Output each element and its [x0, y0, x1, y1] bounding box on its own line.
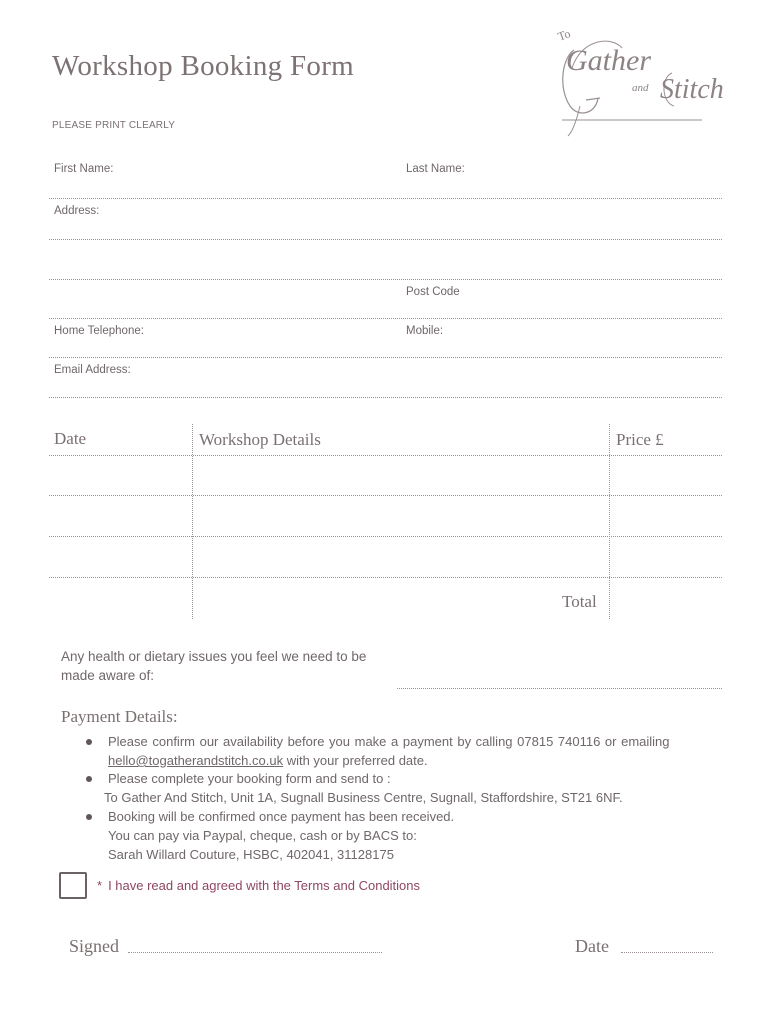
logo-stitch-text: Stitch	[660, 74, 724, 105]
payment-bullet-bank: Booking will be confirmed once payment has been received. You can pay via Paypal, cheque, cash or by BACS to: Sarah Willard Couture, HSBC, 402041, 31128175	[108, 809, 455, 862]
payment-bullet-confirm: Please confirm our availability before you make a payment by calling 07815 740116 or emailing hello@togatherandstitch.co.uk with your preferred date.	[108, 734, 670, 768]
signature-line[interactable]	[128, 952, 382, 953]
telephone-line[interactable]	[49, 357, 722, 358]
required-asterisk: *	[97, 878, 103, 893]
postal-address: To Gather And Stitch, Unit 1A, Sugnall Business Centre, Sugnall, Staffordshire, ST21 6NF.	[104, 790, 623, 805]
email-label: Email Address:	[54, 364, 131, 376]
total-label: Total	[562, 592, 597, 611]
table-row-line[interactable]	[49, 455, 722, 456]
terms-checkbox[interactable]	[59, 872, 87, 899]
home-telephone-label: Home Telephone:	[54, 325, 144, 337]
logo-to-text: To	[555, 26, 573, 44]
table-header-workshop-details: Workshop Details	[199, 430, 321, 449]
table-header-date: Date	[54, 429, 87, 448]
address-line-1[interactable]	[49, 239, 722, 240]
bullet-icon	[86, 776, 92, 782]
mobile-label: Mobile:	[406, 325, 444, 337]
date-label: Date	[575, 936, 609, 956]
payment-details-heading: Payment Details:	[61, 707, 178, 726]
post-code-line[interactable]	[49, 318, 722, 319]
last-name-label: Last Name:	[406, 163, 465, 175]
address-line-2[interactable]	[49, 279, 722, 280]
name-line[interactable]	[49, 198, 722, 199]
signed-label: Signed	[69, 936, 120, 956]
health-answer-line[interactable]	[397, 688, 722, 689]
email-line[interactable]	[49, 397, 722, 398]
bullet-icon	[86, 814, 92, 820]
first-name-label: First Name:	[54, 163, 114, 175]
logo-gather-text: Gather	[566, 44, 651, 77]
print-clearly-note: PLEASE PRINT CLEARLY	[52, 120, 176, 131]
email-link[interactable]: hello@togatherandstitch.co.uk	[108, 753, 284, 768]
table-row-line[interactable]	[49, 536, 722, 537]
table-row-line[interactable]	[49, 577, 722, 578]
terms-label[interactable]: * I have read and agreed with the Terms and Conditions	[97, 878, 421, 893]
health-question: Any health or dietary issues you feel we need to be made aware of:	[61, 649, 367, 683]
page-title: Workshop Booking Form	[52, 50, 355, 82]
post-code-label: Post Code	[406, 286, 460, 298]
date-line[interactable]	[621, 952, 713, 953]
table-row-line[interactable]	[49, 495, 722, 496]
address-label: Address:	[54, 205, 100, 217]
table-divider-1	[192, 424, 193, 619]
brand-logo	[552, 28, 730, 140]
table-header-price: Price £	[616, 430, 664, 449]
bullet-icon	[86, 739, 92, 745]
logo-and-text: and	[632, 82, 649, 94]
payment-bullet-send: Please complete your booking form and send to :	[108, 771, 391, 786]
table-divider-2	[609, 424, 610, 619]
